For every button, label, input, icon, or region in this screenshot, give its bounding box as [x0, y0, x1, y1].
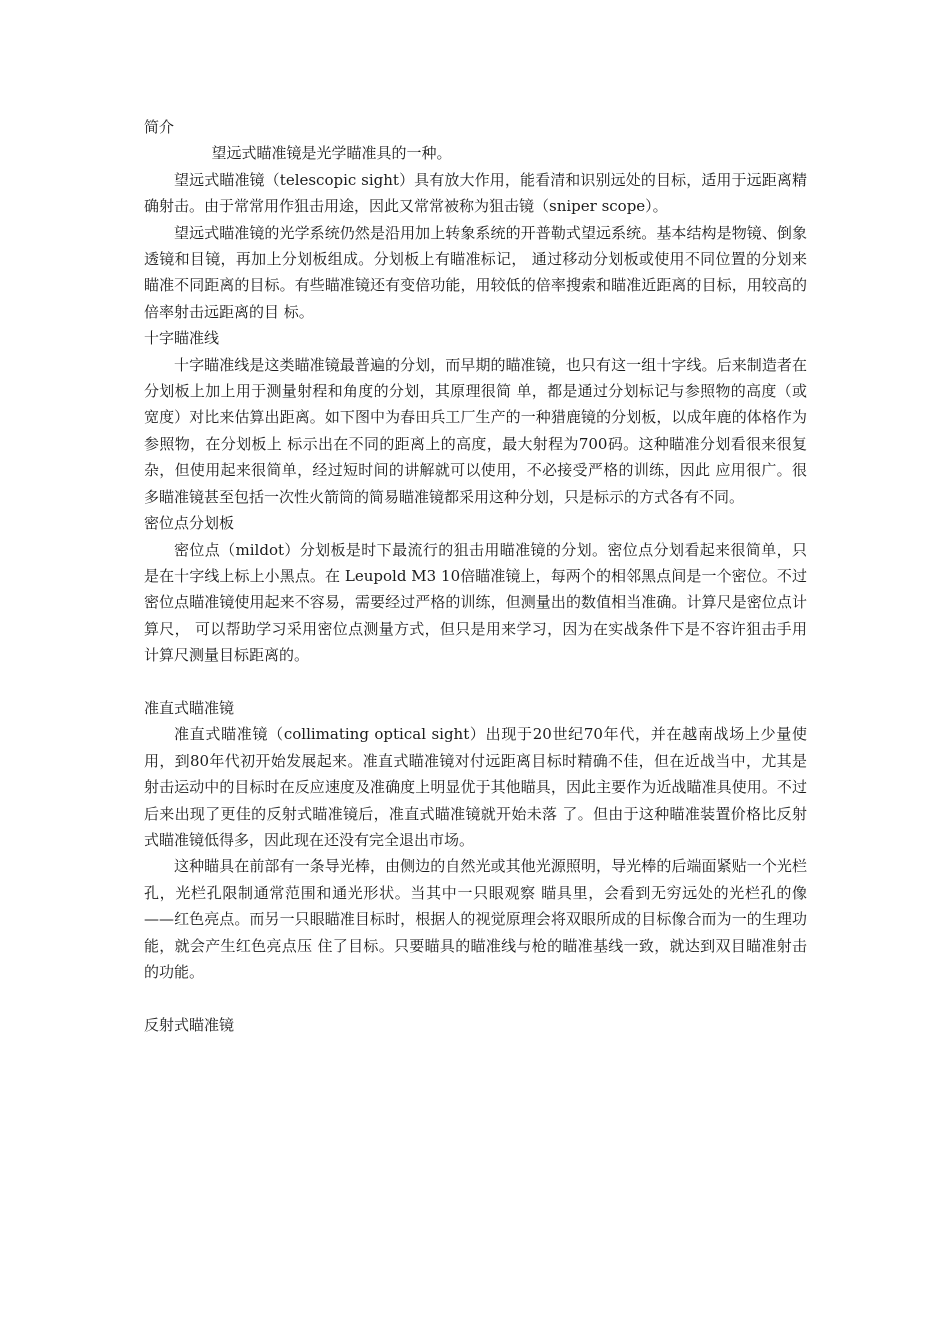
blank-line	[144, 985, 807, 1011]
section-heading-mildot: 密位点分划板	[144, 514, 235, 533]
paragraph: 这种瞄具在前部有一条导光棒，由侧边的自然光或其他光源照明，导光棒的后端面紧贴一个光栏孔，光栏孔限制通常范围和通光形状。当其中一只眼观察 瞄具里，会看到无穷远处的光栏孔的像——红色亮点。而另一只眼瞄准目标时，根据人的视觉原理会将双眼所成的目标像合而为一的生理功能，就会产生红色亮点压 住了目标。只要瞄具的瞄准线与枪的瞄准基线一致，就达到双目瞄准射击的功能。	[144, 857, 807, 981]
document-page	[144, 114, 807, 1038]
section-heading-intro: 简介	[144, 118, 175, 136]
paragraph: 十字瞄准线是这类瞄准镜最普遍的分划，而早期的瞄准镜，也只有这一组十字线。后来制造者在分划板上加上用于测量射程和角度的分划，其原理很简 单，都是通过分划标记与参照物的高度（或宽度）对比来估算出距离。如下图中为春田兵工厂生产的一种猎鹿镜的分划板，以成年鹿的体格作为参照物，在分划板上 标示出在不同的距离上的高度，最大射程为700码。这种瞄准分划看很来很复杂，但使用起来很简单，经过短时间的讲解就可以使用，不必接受严格的训练，因此 应用很广。很多瞄准镜甚至包括一次性火箭筒的简易瞄准镜都采用这种分划，只是标示的方式各有不同。	[144, 355, 807, 506]
paragraph: 密位点（mildot）分划板是时下最流行的狙击用瞄准镜的分划。密位点分划看起来很简单，只是在十字线上标上小黑点。在 Leupold M3 10倍瞄准镜上，每两个的相邻黑点间是一个密位。不过密位点瞄准镜使用起来不容易，需要经过严格的训练，但测量出的数值相当准确。计算尺是密位点计算尺， 可以帮助学习采用密位点测量方式，但只是用来学习，因为在实战条件下是不容许狙击手用计算尺测量目标距离的。	[144, 540, 807, 665]
paragraph: 准直式瞄准镜（collimating optical sight）出现于20世纪70年代，并在越南战场上少量使用，到80年代初开始发展起来。准直式瞄准镜对付远距离目标时精确不佳，但在近战当中，尤其是 射击运动中的目标时在反应速度及准确度上明显优于其他瞄具，因此主要作为近战瞄准具使用。不过后来出现了更佳的反射式瞄准镜后，准直式瞄准镜就开始未落 了。但由于这种瞄准装置价格比反射式瞄准镜低得多，因此现在还没有完全退出市场。	[144, 725, 807, 849]
paragraph: 望远式瞄准镜的光学系统仍然是沿用加上转象系统的开普勒式望远系统。基本结构是物镜、倒象透镜和目镜，再加上分划板组成。分划板上有瞄准标记， 通过移动分划板或使用不同位置的分划来瞄准不同距离的目标。有些瞄准镜还有变倍功能，用较低的倍率搜索和瞄准近距离的目标，用较高的倍率射击远距离的目 标。	[144, 223, 807, 321]
paragraph: 望远式瞄准镜是光学瞄准具的一种。	[211, 144, 452, 163]
section-heading-reflex: 反射式瞄准镜	[144, 1015, 235, 1034]
paragraph: 望远式瞄准镜（telescopic sight）具有放大作用，能看清和识别远处的目标，适用于远距离精确射击。由于常常用作狙击用途，因此又常常被称为狙击镜（sniper scope）。	[144, 170, 807, 216]
section-heading-collimating: 准直式瞄准镜	[144, 698, 235, 717]
blank-line	[144, 669, 807, 695]
section-heading-crosshair: 十字瞄准线	[144, 329, 220, 348]
